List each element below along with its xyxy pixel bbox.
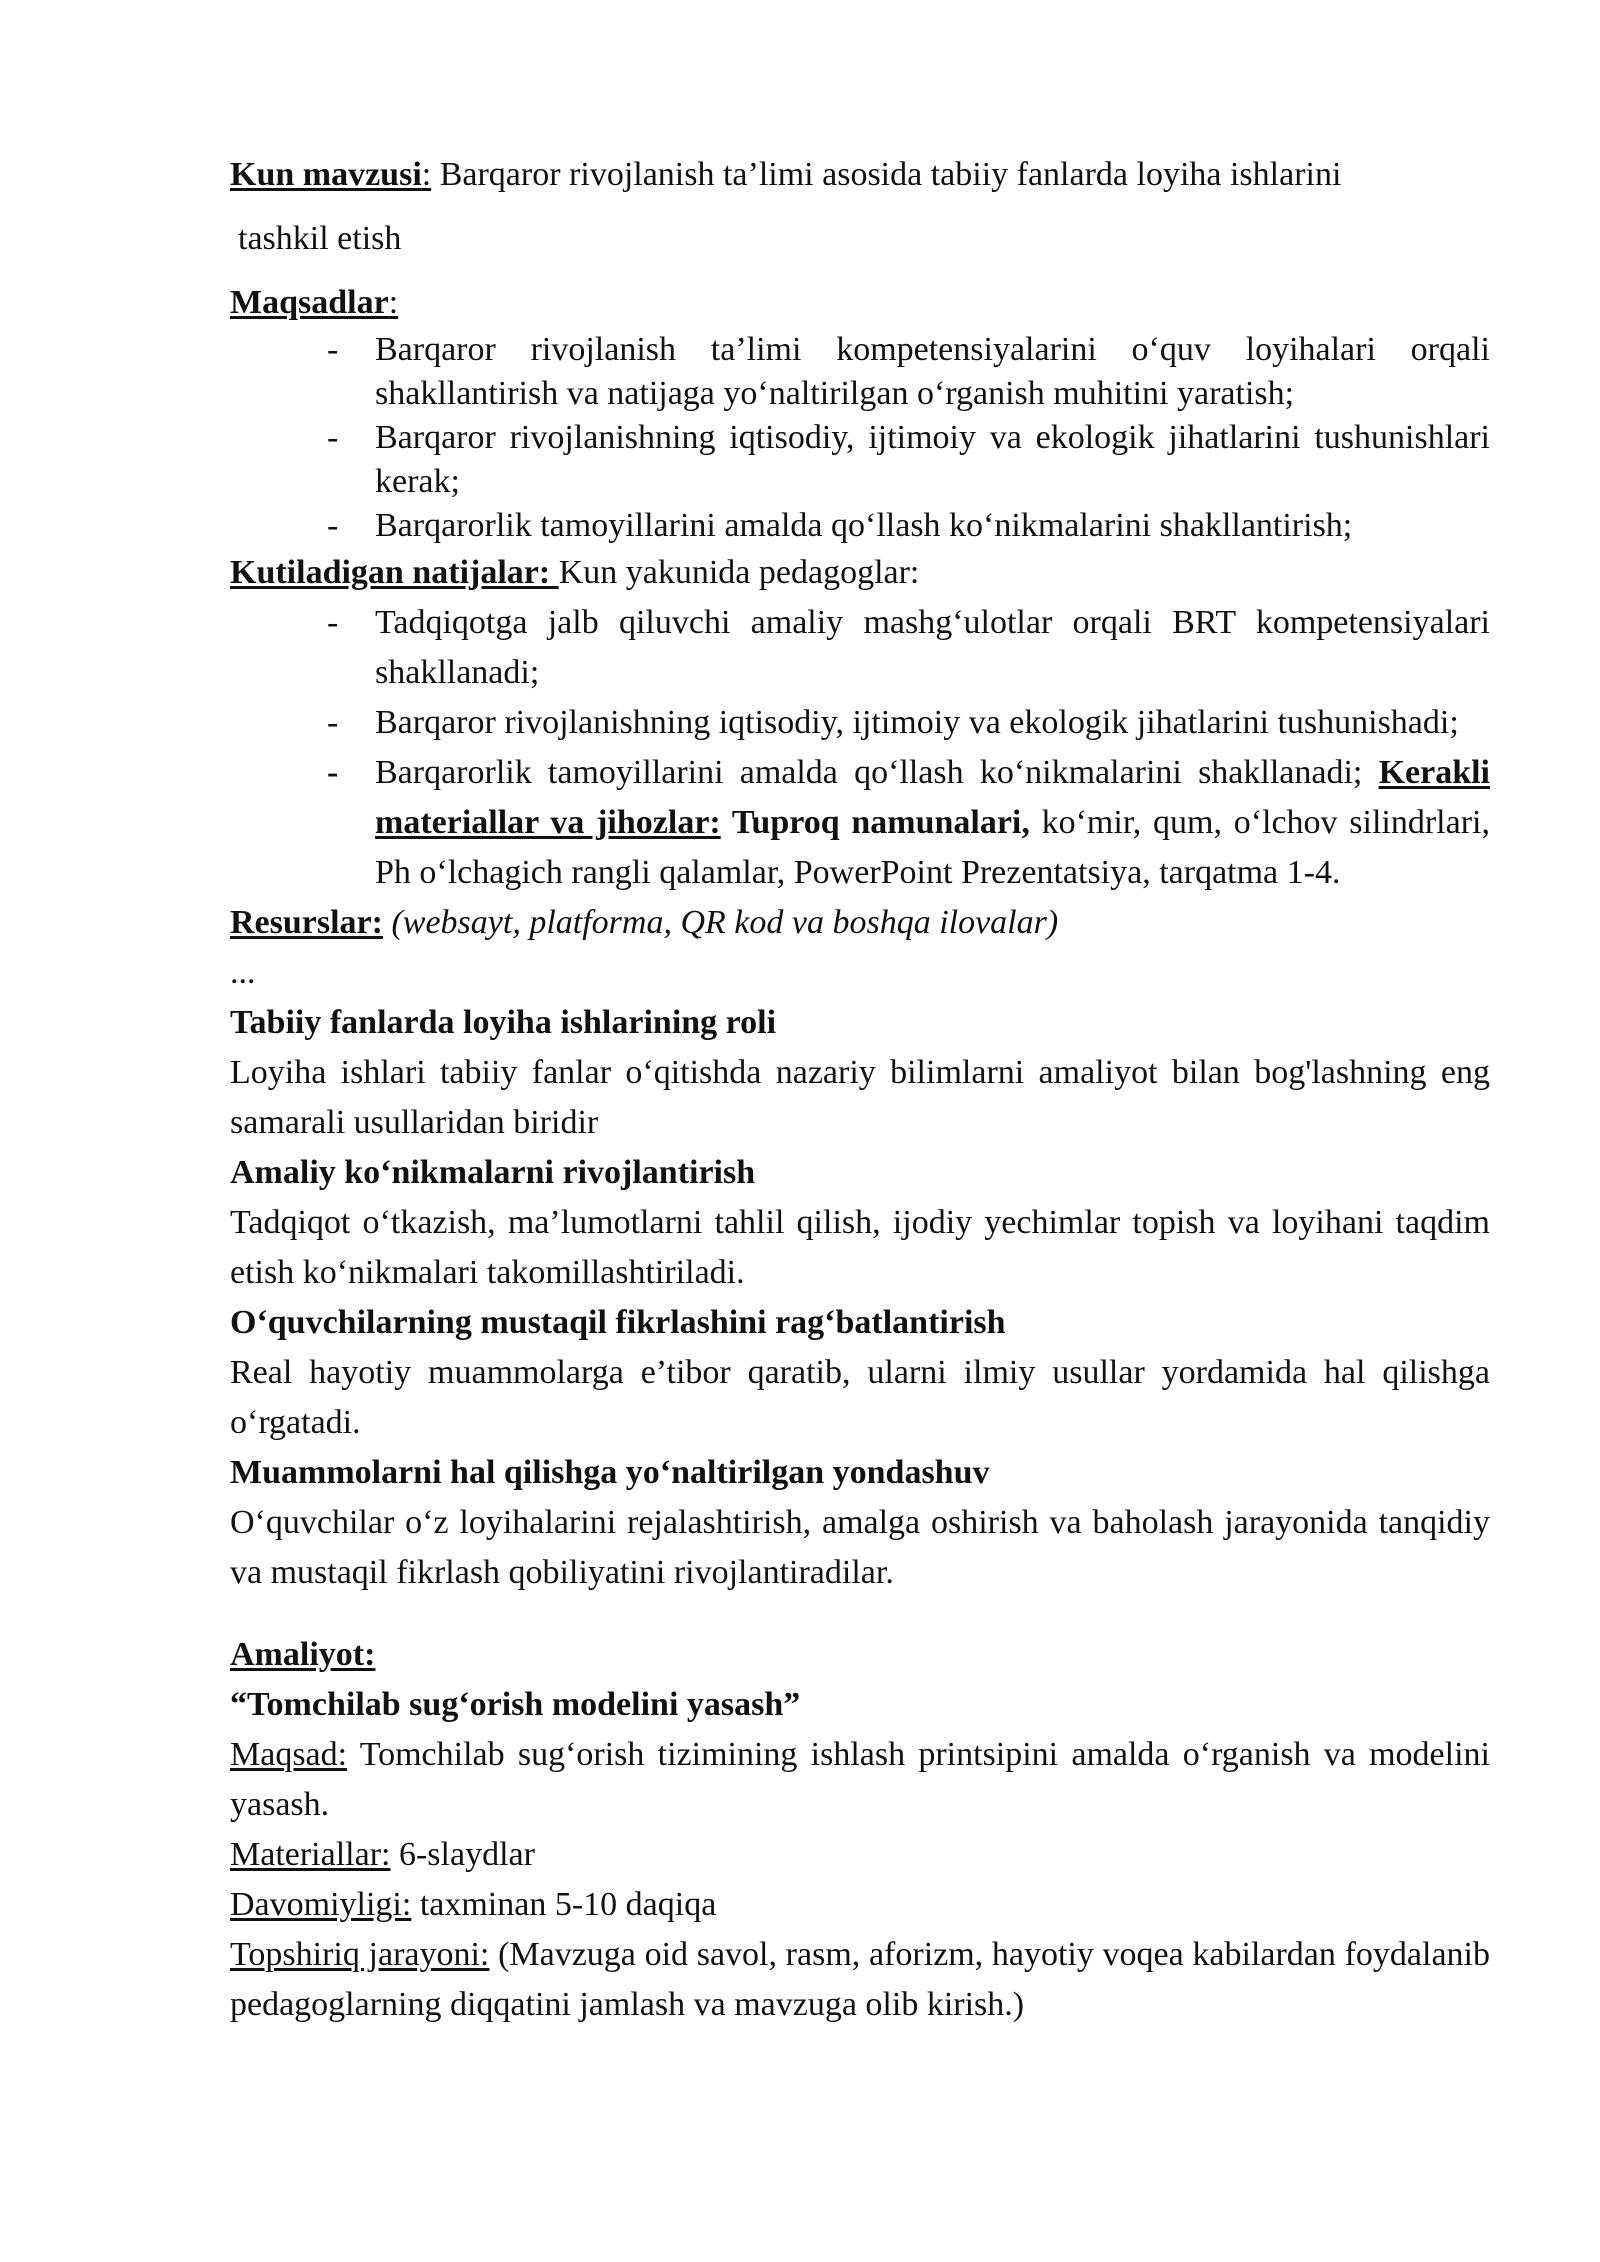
section-heading: Muammolarni hal qilishga yo‘naltirilgan yondashuv: [230, 1454, 990, 1491]
dash-marker: -: [327, 419, 339, 456]
dash-marker: -: [327, 507, 339, 544]
topshiriq-text: (Mavzuga oid savol, rasm, aforizm, hayotiy voqea kabilardan foydalanib pedagoglarning diqqatini jamlash va mavzuga olib kirish.): [230, 1936, 1490, 2023]
maqsadlar-heading: [230, 278, 1490, 328]
amaliyot-label: Amaliyot:: [230, 1636, 376, 1673]
list-item-text: Tadqiqotga jalb qiluvchi amaliy mashg‘ulotlar orqali BRT kompetensiyalari shakllanadi;: [375, 604, 1490, 691]
list-item: [327, 748, 1490, 898]
natijalar-label: Kutiladigan natijalar:: [230, 554, 559, 591]
dash-marker: -: [327, 754, 339, 791]
amaliyot-davomiylik: [230, 1880, 1490, 1930]
section-heading: O‘quvchilarning mustaqil fikrlashini rag‘batlantirish: [230, 1304, 1006, 1341]
amaliyot-materiallar: [230, 1830, 1490, 1880]
section-heading: Amaliy ko‘nikmalarni rivojlantirish: [230, 1154, 756, 1191]
amaliyot-title: “Tomchilab sug‘orish modelini yasash”: [230, 1686, 801, 1723]
section-body: Tadqiqot o‘tkazish, ma’lumotlarni tahlil qilish, ijodiy yechimlar topish va loyihani taqdim etish ko‘nikmalari takomillashtiriladi.: [230, 1204, 1490, 1291]
list-item: [327, 416, 1490, 504]
natijalar-list: [230, 598, 1490, 898]
dash-marker: -: [327, 704, 339, 741]
section-body: O‘quvchilar o‘z loyihalarini rejalashtirish, amalga oshirish va baholash jarayonida tanqidiy va mustaqil fikrlash qobiliyatini rivojlantiradilar.: [230, 1504, 1490, 1591]
list-item: [327, 598, 1490, 698]
materiallar-text: 6-slaydlar: [390, 1836, 535, 1873]
section-heading: Tabiiy fanlarda loyiha ishlarining roli: [230, 1004, 777, 1041]
dash-marker: -: [327, 604, 339, 641]
topshiriq-label: Topshiriq jarayoni:: [230, 1936, 490, 1973]
list-item-text: Barqaror rivojlanish ta’limi kompetensiyalarini o‘quv loyihalari orqali shakllantirish va natijaga yo‘naltirilgan o‘rganish muhitini yaratish;: [375, 331, 1490, 412]
list-item-text: Barqaror rivojlanishning iqtisodiy, ijtimoiy va ekologik jihatlarini tushunishlari kerak;: [375, 419, 1490, 500]
resurslar-text: (websayt, platforma, QR kod va boshqa ilovalar): [382, 904, 1059, 941]
materiallar-label: Materiallar:: [230, 1836, 391, 1873]
davomiylik-label: Davomiyligi:: [230, 1886, 412, 1923]
list-item-text: Barqarorlik tamoyillarini amalda qo‘llash ko‘nikmalarini shakllanadi;: [375, 754, 1363, 791]
maqsadlar-colon: :: [388, 284, 399, 321]
list-item: [327, 698, 1490, 748]
spacer: [230, 1598, 1490, 1630]
materials-bold: Tuproq namunalari,: [720, 804, 1030, 841]
materials-label: Kerakli materiallar va jihozlar:: [375, 754, 1490, 841]
materials-text: ko‘mir, qum, o‘lchov silindrlari, Ph o‘lchagich rangli qalamlar, PowerPoint Prezentatsiya, tarqatma 1-4.: [375, 804, 1490, 891]
maqsadlar-label: Maqsadlar: [230, 284, 389, 321]
dash-marker: -: [327, 331, 339, 368]
resurslar-label: Resurslar:: [230, 904, 383, 941]
natijalar-heading: [230, 548, 1490, 598]
list-item: [327, 504, 1490, 548]
list-item: [327, 328, 1490, 416]
kun-mavzusi-text: Barqaror rivojlanish ta’limi asosida tabiiy fanlarda loyiha ishlarini: [431, 156, 1342, 193]
ellipsis: ...: [230, 954, 256, 991]
kun-mavzusi-colon: :: [421, 156, 432, 193]
maqsadlar-list: [230, 328, 1490, 548]
kun-mavzusi-continuation: tashkil etish: [238, 220, 402, 257]
document-page: [230, 150, 1490, 2030]
list-item-text: Barqarorlik tamoyillarini amalda qo‘llash ko‘nikmalarini shakllantirish;: [375, 507, 1353, 544]
list-item-text: Barqaror rivojlanishning iqtisodiy, ijtimoiy va ekologik jihatlarini tushunishadi;: [375, 704, 1459, 741]
section-body: Loyiha ishlari tabiiy fanlar o‘qitishda nazariy bilimlarni amaliyot bilan bog'lashning eng samarali usullaridan biridir: [230, 1054, 1490, 1141]
section-body: Real hayotiy muammolarga e’tibor qaratib, ularni ilmiy usullar yordamida hal qilishga o‘rgatadi.: [230, 1354, 1490, 1441]
amaliyot-maqsad: [230, 1730, 1490, 1830]
natijalar-intro: Kun yakunida pedagoglar:: [558, 554, 920, 591]
kun-mavzusi-label: Kun mavzusi: [230, 156, 422, 193]
resurslar-line: [230, 898, 1490, 948]
maqsad-label: Maqsad:: [230, 1736, 348, 1773]
maqsad-text: Tomchilab sug‘orish tizimining ishlash printsipini amalda o‘rganish va modelini yasash.: [230, 1736, 1490, 1823]
kun-mavzusi-line: [230, 150, 1490, 200]
amaliyot-topshiriq: [230, 1930, 1490, 2030]
davomiylik-text: taxminan 5-10 daqiqa: [411, 1886, 717, 1923]
